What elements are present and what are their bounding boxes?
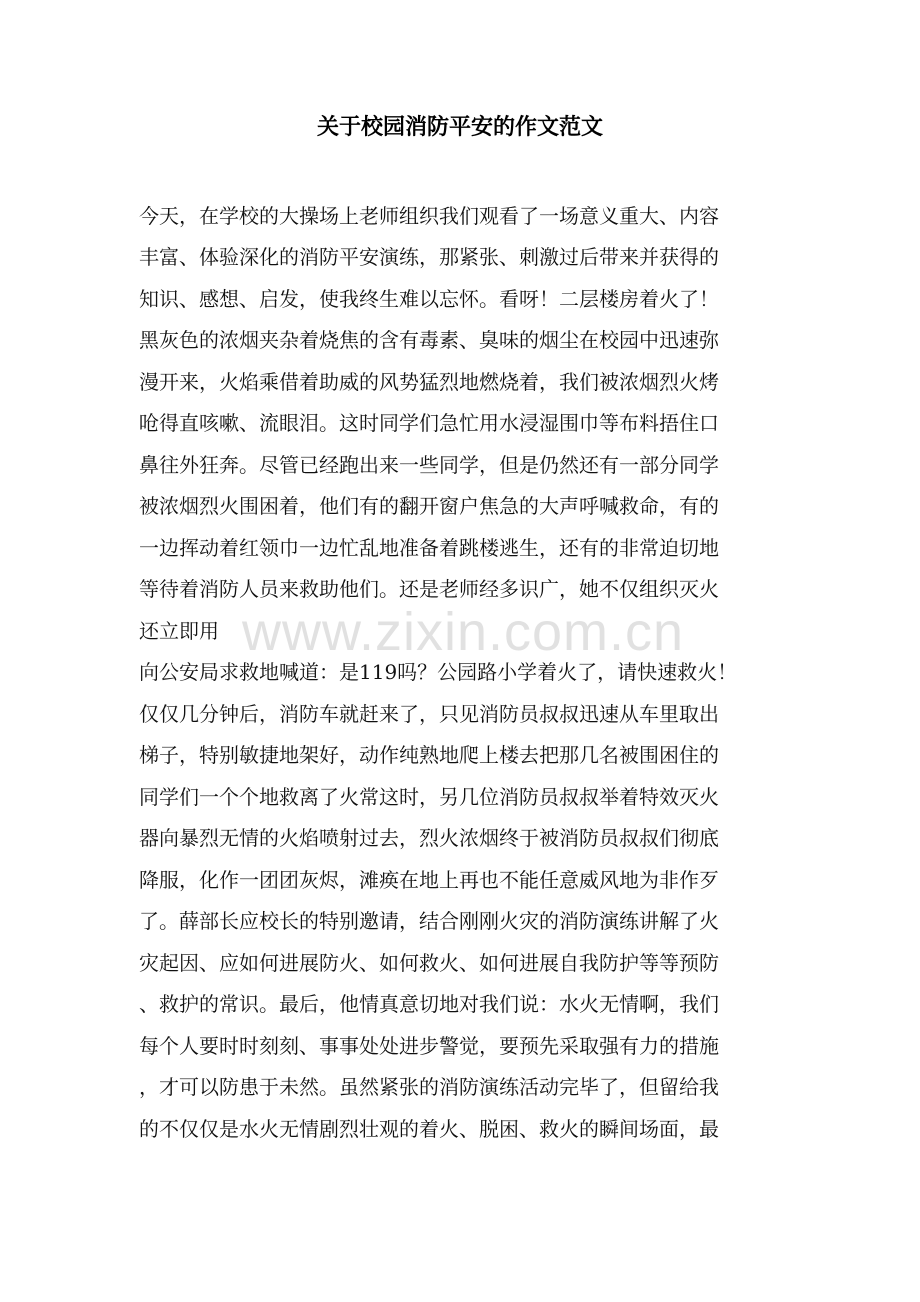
body-line: 鼻往外狂奔。尽管已经跑出来一些同学，但是仍然还有一部分同学 xyxy=(139,453,719,477)
body-line: 的不仅仅是水火无情剧烈壮观的着火、脱困、救火的瞬间场面，最 xyxy=(139,1117,719,1141)
body-line: 向公安局求救地喊道：是119吗？公园路小学着火了，请快速救火！ xyxy=(139,660,738,684)
body-line: 仅仅几分钟后，消防车就赶来了，只见消防员叔叔迅速从车里取出 xyxy=(139,702,719,726)
body-line: 、救护的常识。最后，他情真意切地对我们说：水火无情啊，我们 xyxy=(139,992,719,1016)
body-line: 梯子，特别敏捷地架好，动作纯熟地爬上楼去把那几名被围困住的 xyxy=(139,743,719,767)
body-line: 漫开来，火焰乘借着助威的风势猛烈地燃烧着，我们被浓烟烈火烤 xyxy=(139,370,719,394)
body-line: 了。薛部长应校长的特别邀请，结合刚刚火灾的消防演练讲解了火 xyxy=(139,909,719,933)
body-line: 知识、感想、启发，使我终生难以忘怀。看呀！二层楼房着火了！ xyxy=(139,287,719,311)
body-line: 降服，化作一团团灰烬，滩痪在地上再也不能任意威风地为非作歹 xyxy=(139,868,719,892)
watermark: www.zixin.com.cn xyxy=(241,602,685,662)
body-line: 丰富、体验深化的消防平安演练，那紧张、刺激过后带来并获得的 xyxy=(139,245,719,269)
body-line: 灾起因、应如何进展防火、如何救火、如何进展自我防护等等预防 xyxy=(139,951,719,975)
body-line: 每个人要时时刻刻、事事处处进步警觉，要预先采取强有力的措施 xyxy=(139,1034,719,1058)
body-line: ，才可以防患于未然。虽然紧张的消防演练活动完毕了，但留给我 xyxy=(139,1075,719,1099)
body-line: 还立即用 xyxy=(139,619,219,643)
body-line: 黑灰色的浓烟夹杂着烧焦的含有毒素、臭味的烟尘在校园中迅速弥 xyxy=(139,328,719,352)
body-line: 今天，在学校的大操场上老师组织我们观看了一场意义重大、内容 xyxy=(139,204,719,228)
body-line: 呛得直咳嗽、流眼泪。这时同学们急忙用水浸湿围巾等布料捂住口 xyxy=(139,411,719,435)
body-line: 等待着消防人员来救助他们。还是老师经多识广，她不仅组织灭火 xyxy=(139,577,719,601)
document-title: 关于校园消防平安的作文范文 xyxy=(316,114,603,140)
body-line: 同学们一个个地救离了火常这时，另几位消防员叔叔举着特效灭火 xyxy=(139,785,719,809)
body-line: 被浓烟烈火围困着，他们有的翻开窗户焦急的大声呼喊救命，有的 xyxy=(139,494,719,518)
body-line: 一边挥动着红领巾一边忙乱地准备着跳楼逃生，还有的非常迫切地 xyxy=(139,536,719,560)
body-line: 器向暴烈无情的火焰喷射过去，烈火浓烟终于被消防员叔叔们彻底 xyxy=(139,826,719,850)
